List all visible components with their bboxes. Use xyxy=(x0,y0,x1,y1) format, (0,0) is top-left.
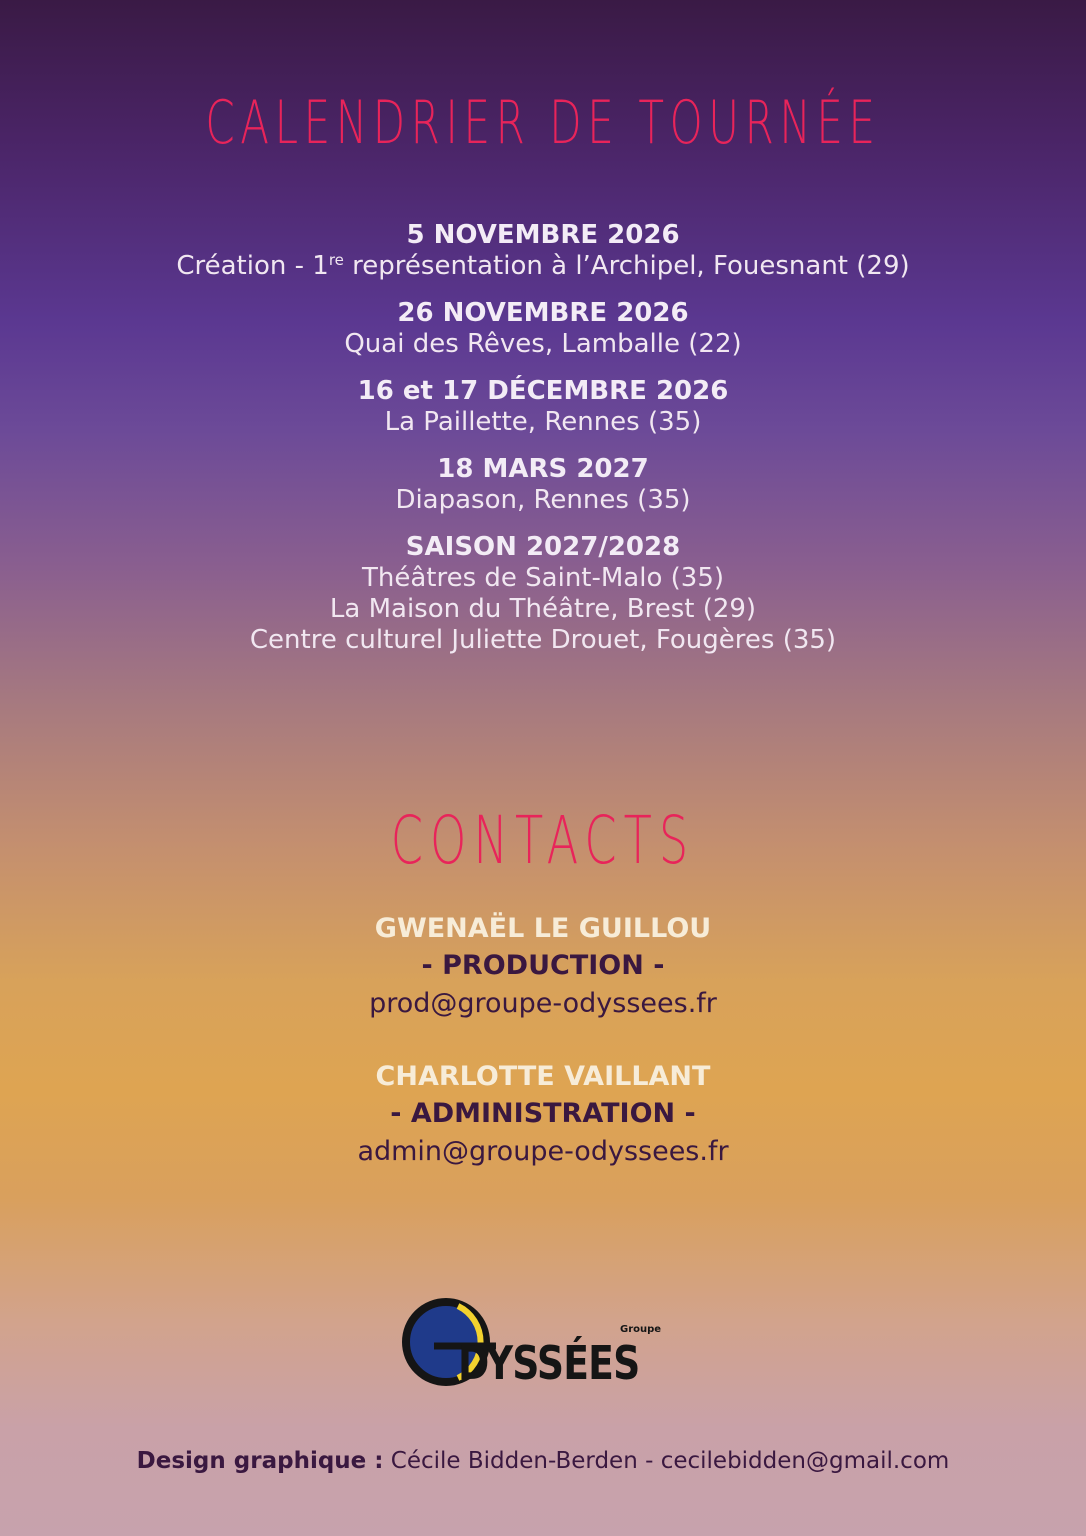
credit-label: Design graphique : xyxy=(136,1448,384,1474)
calendar-title: CALENDRIER DE TOURNÉE xyxy=(205,88,881,158)
contact-role: - PRODUCTION - xyxy=(421,950,665,981)
contact-name: GWENAËL LE GUILLOU xyxy=(374,913,712,944)
contact-role: - ADMINISTRATION - xyxy=(390,1098,696,1129)
event-date: SAISON 2027/2028 xyxy=(405,532,681,562)
contact-name: CHARLOTTE VAILLANT xyxy=(375,1061,711,1092)
event-date: 5 NOVEMBRE 2026 xyxy=(406,220,680,250)
tour-list xyxy=(0,220,1086,672)
event-venue: Diapason, Rennes (35) xyxy=(395,485,691,515)
event-date: 18 MARS 2027 xyxy=(437,454,649,484)
event-venue: Théâtres de Saint-Malo (35) xyxy=(361,563,725,593)
odyssees-logo xyxy=(400,1296,660,1388)
contacts-title: CONTACTS xyxy=(390,802,696,879)
contact-card xyxy=(0,1058,1086,1172)
event-date: 26 NOVEMBRE 2026 xyxy=(397,298,689,328)
event-item xyxy=(0,220,1086,282)
contacts-list xyxy=(0,910,1086,1206)
design-credit xyxy=(0,1448,1086,1474)
logo-groupe-text: Groupe xyxy=(620,1324,662,1335)
event-venue: Centre culturel Juliette Drouet, Fougères (35) xyxy=(249,625,837,655)
event-item xyxy=(0,532,1086,656)
event-item xyxy=(0,376,1086,438)
credit-text: Cécile Bidden-Berden - cecilebidden@gmail.com xyxy=(383,1448,950,1474)
contact-email-link[interactable]: admin@groupe-odyssees.fr xyxy=(357,1136,729,1167)
contact-card xyxy=(0,910,1086,1024)
event-venue: Création - 1re représentation à l’Archipel, Fouesnant (29) xyxy=(176,251,910,281)
event-date: 16 et 17 DÉCEMBRE 2026 xyxy=(357,376,729,406)
event-item xyxy=(0,298,1086,360)
contact-email-link[interactable]: prod@groupe-odyssees.fr xyxy=(369,988,717,1019)
event-venue: La Maison du Théâtre, Brest (29) xyxy=(329,594,757,624)
event-venue: Quai des Rêves, Lamballe (22) xyxy=(344,329,742,359)
event-item xyxy=(0,454,1086,516)
logo-wordmark: DYSSÉES xyxy=(458,1336,640,1390)
event-venue: La Paillette, Rennes (35) xyxy=(384,407,702,437)
